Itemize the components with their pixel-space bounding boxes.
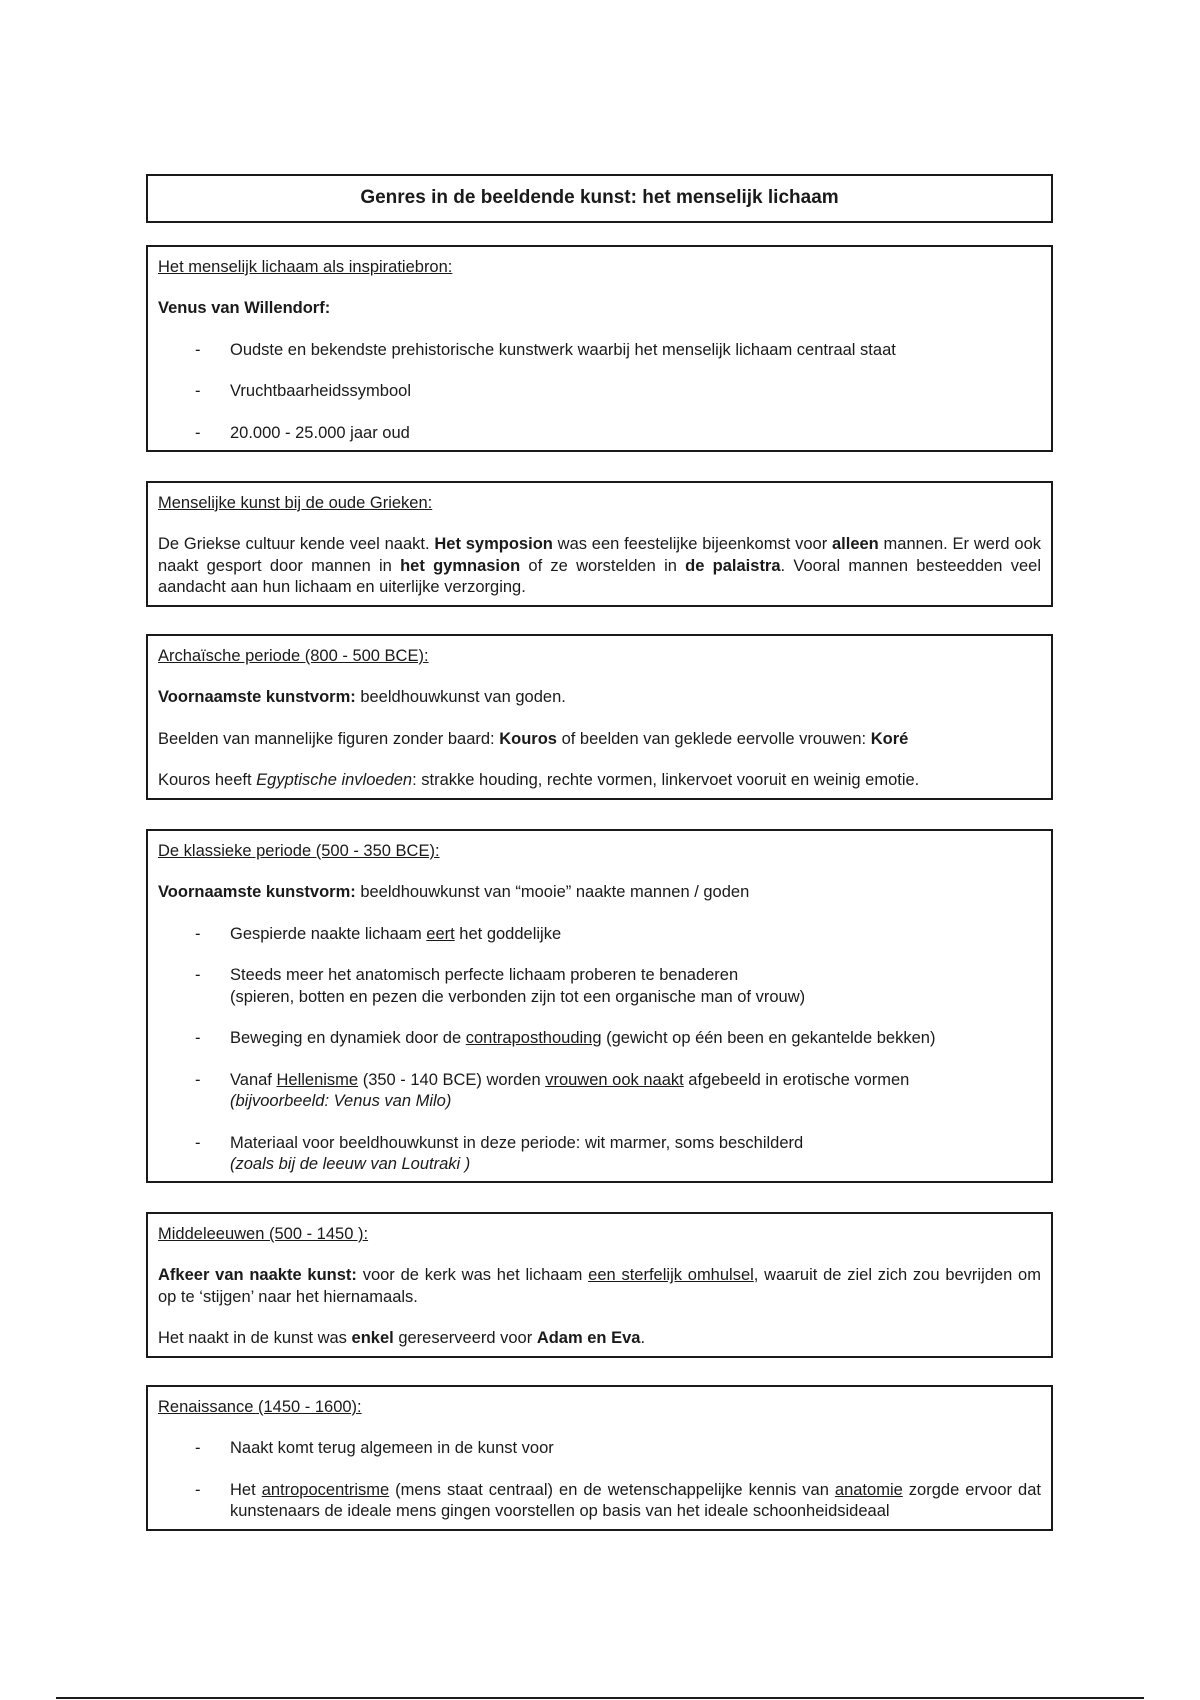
section-inspiratiebron <box>146 245 1053 452</box>
section-heading: De klassieke periode (500 - 350 BCE): <box>158 842 440 860</box>
page-title <box>146 174 1053 223</box>
bullet-list <box>158 1438 1041 1522</box>
bullet-list <box>158 340 1041 444</box>
paragraph: Voornaamste kunstvorm: beeldhouwkunst van goden. <box>158 688 566 707</box>
section-heading: Renaissance (1450 - 1600): <box>158 1398 362 1416</box>
section-archaische-periode <box>146 634 1053 800</box>
subheading: Venus van Willendorf: <box>158 299 331 318</box>
list-item: - Materiaal voor beeldhouwkunst in deze periode: wit marmer, soms beschilderd (zoals bij de leeuw van Loutraki ) <box>195 1133 804 1173</box>
footer-divider <box>56 1697 1144 1699</box>
list-item: - Vanaf Hellenisme (350 - 140 BCE) worden vrouwen ook naakt afgebeeld in erotische vormen (bijvoorbeeld: Venus van Milo) <box>195 1070 910 1111</box>
paragraph: De Griekse cultuur kende veel naakt. Het symposion was een feestelijke bijeenkomst voor alleen mannen. Er werd ook naakt gesport door mannen in het gymnasion of ze worstelden in de palaistra. Vooral mannen besteedden veel aandacht aan hun lichaam en uiterlijke verzorging. <box>158 535 1041 597</box>
paragraph: Beelden van mannelijke figuren zonder baard: Kouros of beelden van geklede eervolle vrouwen: Koré <box>158 729 909 748</box>
paragraph: Voornaamste kunstvorm: beeldhouwkunst van “mooie” naakte mannen / goden <box>158 883 750 902</box>
list-item: - Steeds meer het anatomisch perfecte lichaam proberen te benaderen (spieren, botten en pezen die verbonden zijn tot een organische man of vrouw) <box>195 966 806 1006</box>
list-item: - 20.000 - 25.000 jaar oud <box>195 423 410 442</box>
list-item: - Oudste en bekendste prehistorische kunstwerk waarbij het menselijk lichaam centraal staat <box>195 340 896 359</box>
section-klassieke-periode <box>146 829 1053 1183</box>
section-heading: Middeleeuwen (500 - 1450 ): <box>158 1225 369 1243</box>
section-heading: Het menselijk lichaam als inspiratiebron: <box>158 258 453 276</box>
bullet-list <box>158 924 1041 1176</box>
list-item: - Beweging en dynamiek door de contraposthouding (gewicht op één been en gekantelde bekken) <box>195 1029 936 1048</box>
list-item: - Het antropocentrisme (mens staat centraal) en de wetenschappelijke kennis van anatomie zorgde ervoor dat kunstenaars de ideale mens gingen voorstellen op basis van het ideale schoonheidsideaal <box>195 1480 1041 1521</box>
paragraph: Het naakt in de kunst was enkel gereserveerd voor Adam en Eva. <box>158 1329 646 1348</box>
section-middeleeuwen <box>146 1212 1053 1358</box>
paragraph: Kouros heeft Egyptische invloeden: strakke houding, rechte vormen, linkervoet vooruit en weinig emotie. <box>158 771 920 790</box>
section-renaissance <box>146 1385 1053 1531</box>
list-item: - Vruchtbaarheidssymbool <box>195 382 411 401</box>
paragraph: Afkeer van naakte kunst: voor de kerk was het lichaam een sterfelijk omhulsel, waaruit de ziel zich zou bevrijden om op te ‘stijgen’ naar het hiernamaals. <box>158 1266 1041 1306</box>
list-item: - Naakt komt terug algemeen in de kunst voor <box>195 1439 554 1458</box>
list-item: - Gespierde naakte lichaam eert het goddelijke <box>195 924 562 943</box>
section-oude-grieken <box>146 481 1053 607</box>
page-title-text: Genres in de beeldende kunst: het menselijk lichaam <box>360 187 839 209</box>
section-heading: Archaïsche periode (800 - 500 BCE): <box>158 647 429 665</box>
section-heading: Menselijke kunst bij de oude Grieken: <box>158 494 433 512</box>
